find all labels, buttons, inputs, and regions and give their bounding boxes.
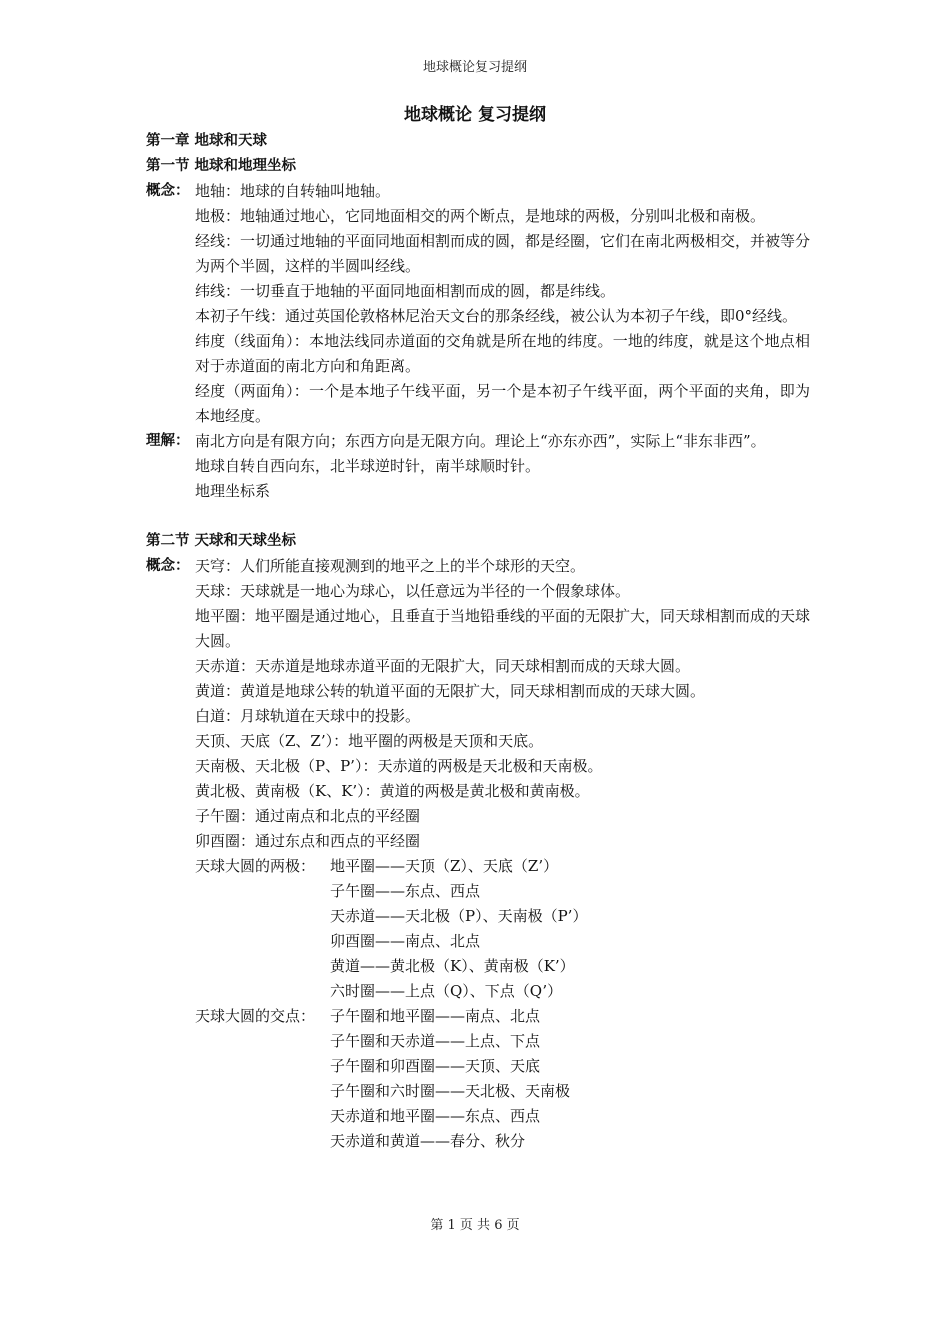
intersection-item: 子午圈和地平圈——南点、北点 [330, 1007, 541, 1025]
definition-item: 天南极、天北极（P、P’）：天赤道的两极是天北极和天南极。 [195, 757, 603, 775]
document-title: 地球概论 复习提纲 [404, 105, 546, 125]
intersection-item: 天赤道和黄道——春分、秋分 [330, 1132, 526, 1150]
pole-item: 黄道——黄北极（K）、黄南极（K’） [330, 957, 575, 975]
definition-item: 本初子午线：通过英国伦敦格林尼治天文台的那条经线，被公认为本初子午线，即0°经线。 [195, 307, 798, 325]
pole-item: 天赤道——天北极（P）、天南极（P’） [330, 907, 588, 925]
definition-item: 天顶、天底（Z、Z’）：地平圈的两极是天顶和天底。 [195, 732, 544, 750]
page-footer: 第 1 页 共 6 页 [430, 1218, 520, 1233]
intersections-list [195, 1004, 810, 1154]
pole-item: 子午圈——东点、西点 [330, 882, 481, 900]
definition-item: 白道：月球轨道在天球中的投影。 [195, 707, 421, 725]
spacer [146, 504, 810, 529]
understanding-item: 南北方向是有限方向；东西方向是无限方向。理论上“亦东亦西”，实际上“非东非西”。 [195, 432, 766, 450]
definition-item: 黄北极、黄南极（K、K’）：黄道的两极是黄北极和黄南极。 [195, 782, 590, 800]
intersection-item: 子午圈和天赤道——上点、下点 [330, 1032, 541, 1050]
definition-item: 经线：一切通过地轴的平面同地面相割而成的圆，都是经圈，它们在南北两极相交，并被等分为两个半圆，这样的半圆叫经线。 [195, 232, 811, 275]
intersection-item: 天赤道和地平圈——东点、西点 [330, 1107, 541, 1125]
concept-label: 概念： [146, 558, 190, 574]
definition-item: 卯酉圈：通过东点和西点的平经圈 [195, 832, 421, 850]
definition-item: 纬度（线面角）：本地法线同赤道面的交角就是所在地的纬度。一地的纬度，就是这个地点相对于赤道面的南北方向和角距离。 [195, 332, 810, 375]
definition-item: 地极：地轴通过地心，它同地面相交的两个断点，是地球的两极，分别叫北极和南极。 [195, 207, 766, 225]
understanding-label: 理解： [146, 433, 190, 449]
concept-block [146, 554, 810, 854]
understanding-item: 地球自转自西向东，北半球逆时针，南半球顺时针。 [195, 457, 541, 475]
concept-label: 概念： [146, 183, 190, 199]
definition-item: 纬线：一切垂直于地轴的平面同地面相割而成的圆，都是纬线。 [195, 282, 616, 300]
poles-list [195, 854, 810, 1004]
definition-item: 地平圈：地平圈是通过地心，且垂直于当地铅垂线的平面的无限扩大，同天球相割而成的天球大圆。 [195, 607, 811, 650]
understanding-block [146, 429, 810, 504]
pole-item: 地平圈——天顶（Z）、天底（Z’） [330, 857, 559, 875]
concept-block [146, 179, 810, 429]
pole-item: 六时圈——上点（Q）、下点（Q’） [330, 982, 563, 1000]
document-body [146, 129, 810, 1154]
definition-item: 经度（两面角）：一个是本地子午线平面，另一个是本初子午线平面，两个平面的夹角，即为本地经度。 [195, 382, 810, 425]
intersection-item: 子午圈和六时圈——天北极、天南极 [330, 1082, 571, 1100]
pole-item: 卯酉圈——南点、北点 [330, 932, 481, 950]
poles-label: 天球大圆的两极： [195, 857, 316, 875]
running-header: 地球概论复习提纲 [422, 60, 527, 75]
intersection-item: 子午圈和卯酉圈——天顶、天底 [330, 1057, 541, 1075]
section-heading: 第一节 地球和地理坐标 [146, 158, 297, 174]
understanding-item: 地理坐标系 [195, 482, 271, 500]
definition-item: 天赤道：天赤道是地球赤道平面的无限扩大，同天球相割而成的天球大圆。 [195, 657, 691, 675]
intersections-label: 天球大圆的交点： [195, 1007, 316, 1025]
section-heading: 第二节 天球和天球坐标 [146, 533, 297, 549]
definition-item: 天穹：人们所能直接观测到的地平之上的半个球形的天空。 [195, 557, 586, 575]
definition-item: 子午圈：通过南点和北点的平经圈 [195, 807, 421, 825]
chapter-heading: 第一章 地球和天球 [146, 133, 268, 149]
definition-item: 黄道：黄道是地球公转的轨道平面的无限扩大，同天球相割而成的天球大圆。 [195, 682, 706, 700]
definition-item: 地轴：地球的自转轴叫地轴。 [195, 182, 391, 200]
definition-item: 天球：天球就是一地心为球心，以任意远为半径的一个假象球体。 [195, 582, 631, 600]
